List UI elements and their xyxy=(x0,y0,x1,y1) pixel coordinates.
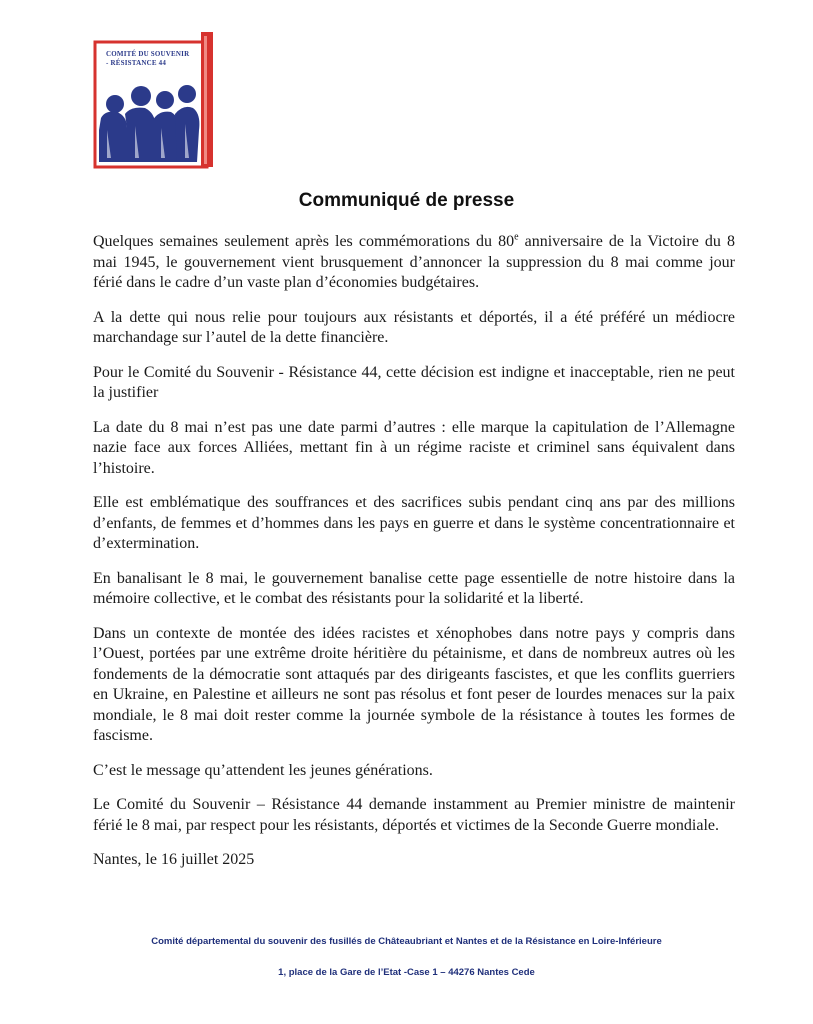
logo-line-2: - RÉSISTANCE 44 xyxy=(106,59,167,67)
logo-line-1: COMITÉ DU SOUVENIR xyxy=(106,50,190,58)
footer-address: 1, place de la Gare de l’Etat -Case 1 – 44276 Nantes Cede xyxy=(278,967,535,978)
ordinal-suffix: e xyxy=(514,231,519,243)
footer-organization: Comité départemental du souvenir des fusillés de Châteaubriant et Nantes et de la Résistance en Loire-Inférieure xyxy=(151,936,662,947)
date-line: Nantes, le 16 juillet 2025 xyxy=(93,851,255,868)
press-release-body xyxy=(93,232,735,885)
paragraph-5: Elle est emblématique des souffrances et des sacrifices subis pendant cinq ans par des millions d’enfants, de femmes et d’hommes dans les pays en guerre et dans le système concentrationnaire et d’extermination. xyxy=(93,494,735,552)
paragraph-8: C’est le message qu’attendent les jeunes générations. xyxy=(93,761,433,779)
logo-text xyxy=(106,50,189,68)
paragraph-6: En banalisant le 8 mai, le gouvernement banalise cette page essentielle de notre histoire dans la mémoire collective, et le combat des résistants pour la solidarité et la liberté. xyxy=(93,569,735,607)
paragraph-1 xyxy=(93,232,735,294)
paragraph-1-a: Quelques semaines seulement après les commémorations du 80 xyxy=(93,233,515,250)
paragraph-7: Dans un contexte de montée des idées racistes et xénophobes dans notre pays y compris dans l’Ouest, portées par une extrême droite héritière du pétainisme, et dans de nombreux autres où les fondements de la démocratie sont attaqués par des dirigeants fascistes, et que les conflits guerriers en Ukraine, en Palestine et ailleurs ne sont pas résolus et font peser de lourdes menaces sur la paix mondiale, le 8 mai doit rester comme la journée symbole de la résistance à toutes les formes de fascisme. xyxy=(93,624,735,744)
paragraph-3: Pour le Comité du Souvenir - Résistance 44, cette décision est indigne et inacceptable, rien ne peut la justifier xyxy=(93,363,735,401)
paragraph-9: Le Comité du Souvenir – Résistance 44 demande instamment au Premier ministre de maintenir férié le 8 mai, par respect pour les résistants, déportés et victimes de la Seconde Guerre mondiale. xyxy=(93,796,735,834)
page-title: Communiqué de presse xyxy=(298,190,515,211)
paragraph-4: La date du 8 mai n’est pas une date parmi d’autres : elle marque la capitulation de l’Allemagne nazie face aux forces Alliées, mettant fin à un régime raciste et criminel sans équivalent dans l’histoire. xyxy=(93,418,735,477)
paragraph-2: A la dette qui nous relie pour toujours aux résistants et déportés, il a été préféré un médiocre marchandage sur l’autel de la dette financière. xyxy=(93,308,735,346)
paragraph-1-b: anniversaire de la Victoire du 8 mai 1945, le gouvernement vient brusquement d’annoncer la suppression du 8 mai comme jour férié dans le cadre d’un vaste plan d’économies budgétaires. xyxy=(93,233,736,291)
